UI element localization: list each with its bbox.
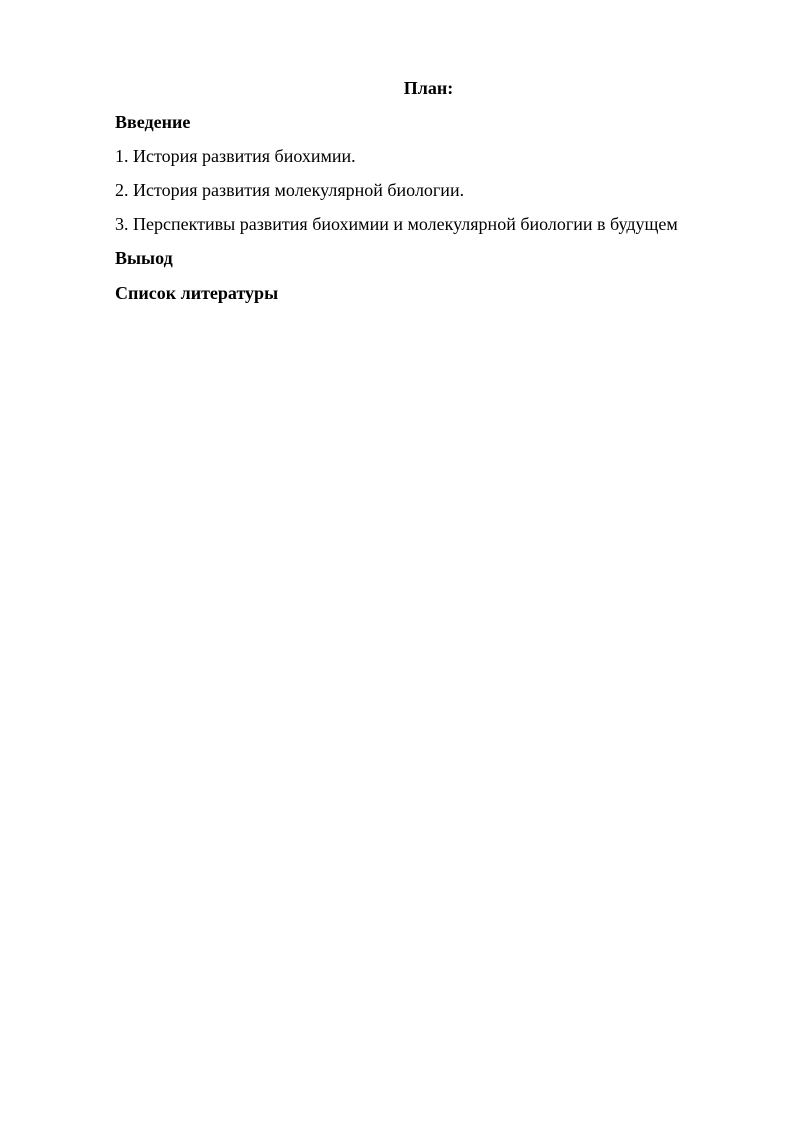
plan-item-2: 2. История развития молекулярной биологии. bbox=[115, 180, 465, 200]
section-references: Список литературы bbox=[115, 283, 279, 303]
section-introduction: Введение bbox=[115, 112, 191, 132]
section-conclusion: Выыод bbox=[115, 248, 173, 268]
plan-item-1: 1. История развития биохимии. bbox=[115, 146, 356, 166]
plan-title: План: bbox=[403, 78, 454, 98]
plan-item-3: 3. Перспективы развития биохимии и молекулярной биологии в будущем bbox=[115, 214, 678, 234]
